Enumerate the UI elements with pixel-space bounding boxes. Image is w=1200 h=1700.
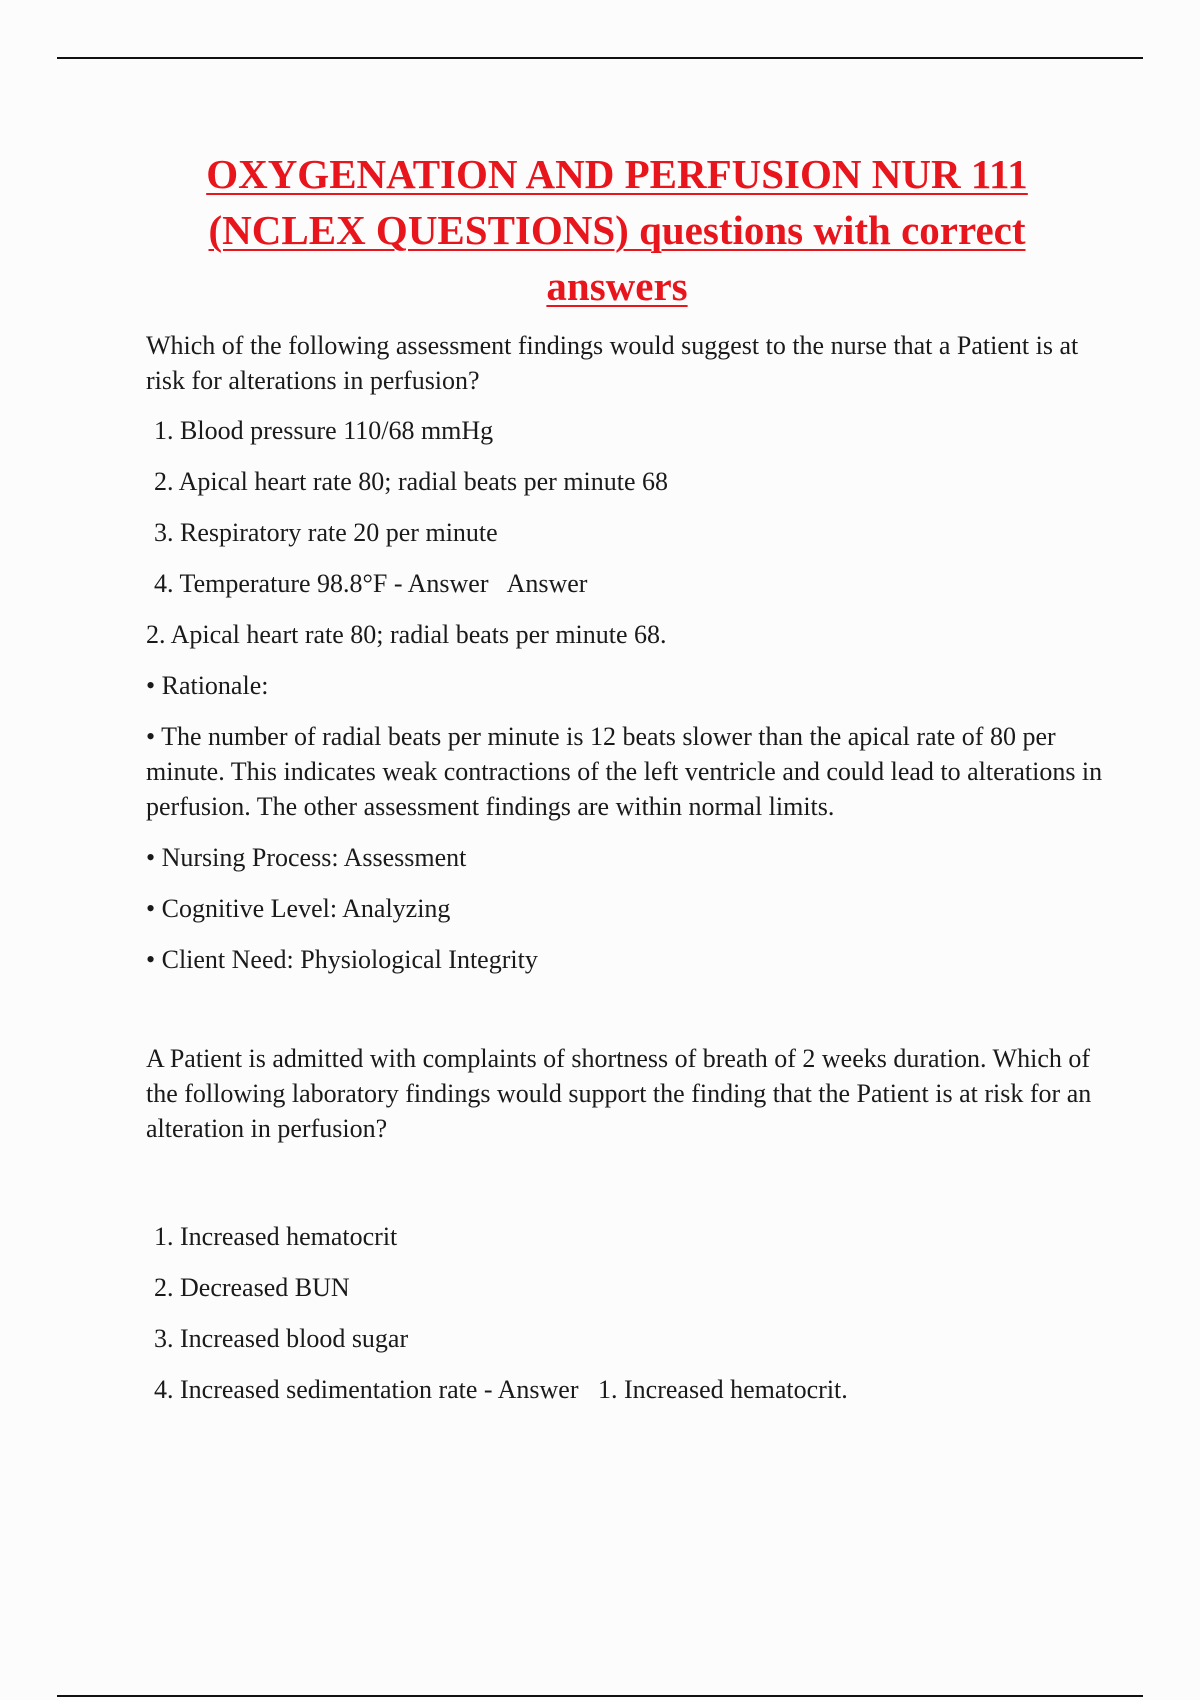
question-2 <box>146 1041 1106 1407</box>
q1-bullet-rationale: • Rationale: <box>146 671 269 700</box>
q1-bullet-nursing-process: • Nursing Process: Assessment <box>146 843 467 872</box>
q2-option-4-text: 4. Increased sedimentation rate - Answer <box>154 1375 579 1404</box>
q1-option-2: 2. Apical heart rate 80; radial beats per minute 68 <box>154 467 669 496</box>
q2-option-3: 3. Increased blood sugar <box>154 1324 409 1353</box>
q1-bullet-client-need: • Client Need: Physiological Integrity <box>146 945 538 974</box>
question-1 <box>146 328 1106 977</box>
question-spacer <box>146 993 1106 1041</box>
question-2-text: A Patient is admitted with complaints of shortness of breath of 2 weeks duration. Which of the following laboratory findings would support the finding that the Patient is at risk for an alteration in perfusion? <box>146 1044 1092 1143</box>
q1-option-3: 3. Respiratory rate 20 per minute <box>154 518 498 547</box>
q1-bullet-cognitive-level: • Cognitive Level: Analyzing <box>146 894 451 923</box>
bottom-rule <box>57 1695 1143 1697</box>
q1-bullet-rationale-text: • The number of radial beats per minute is 12 beats slower than the apical rate of 80 per minute. This indicates weak contractions of the left ventricle and could lead to alterations in perfusion. The other assessment findings are within normal limits. <box>146 722 1103 821</box>
question-1-text: Which of the following assessment findings would suggest to the nurse that a Patient is at risk for alterations in perfusion? <box>146 331 1079 395</box>
q1-option-1: 1. Blood pressure 110/68 mmHg <box>154 416 494 445</box>
top-rule <box>57 57 1143 59</box>
q2-option-4 <box>154 1372 1106 1407</box>
q1-answer-label: Answer <box>506 569 588 598</box>
q2-option-2: 2. Decreased BUN <box>154 1273 350 1302</box>
document-body <box>146 328 1106 1423</box>
q1-option-4-text: 4. Temperature 98.8°F - Answer <box>154 569 489 598</box>
title-line-2: (NCLEX QUESTIONS) questions with correct <box>208 207 1026 253</box>
title-line-1: OXYGENATION AND PERFUSION NUR 111 <box>206 151 1028 197</box>
q2-option-1: 1. Increased hematocrit <box>154 1222 398 1251</box>
title-line-3: answers <box>546 263 688 309</box>
q1-option-4 <box>154 566 1106 601</box>
question-2-spacer <box>146 1161 1106 1219</box>
q2-answer: 1. Increased hematocrit. <box>598 1375 848 1404</box>
page-title <box>100 146 1134 314</box>
q1-answer: 2. Apical heart rate 80; radial beats per minute 68. <box>146 620 667 649</box>
